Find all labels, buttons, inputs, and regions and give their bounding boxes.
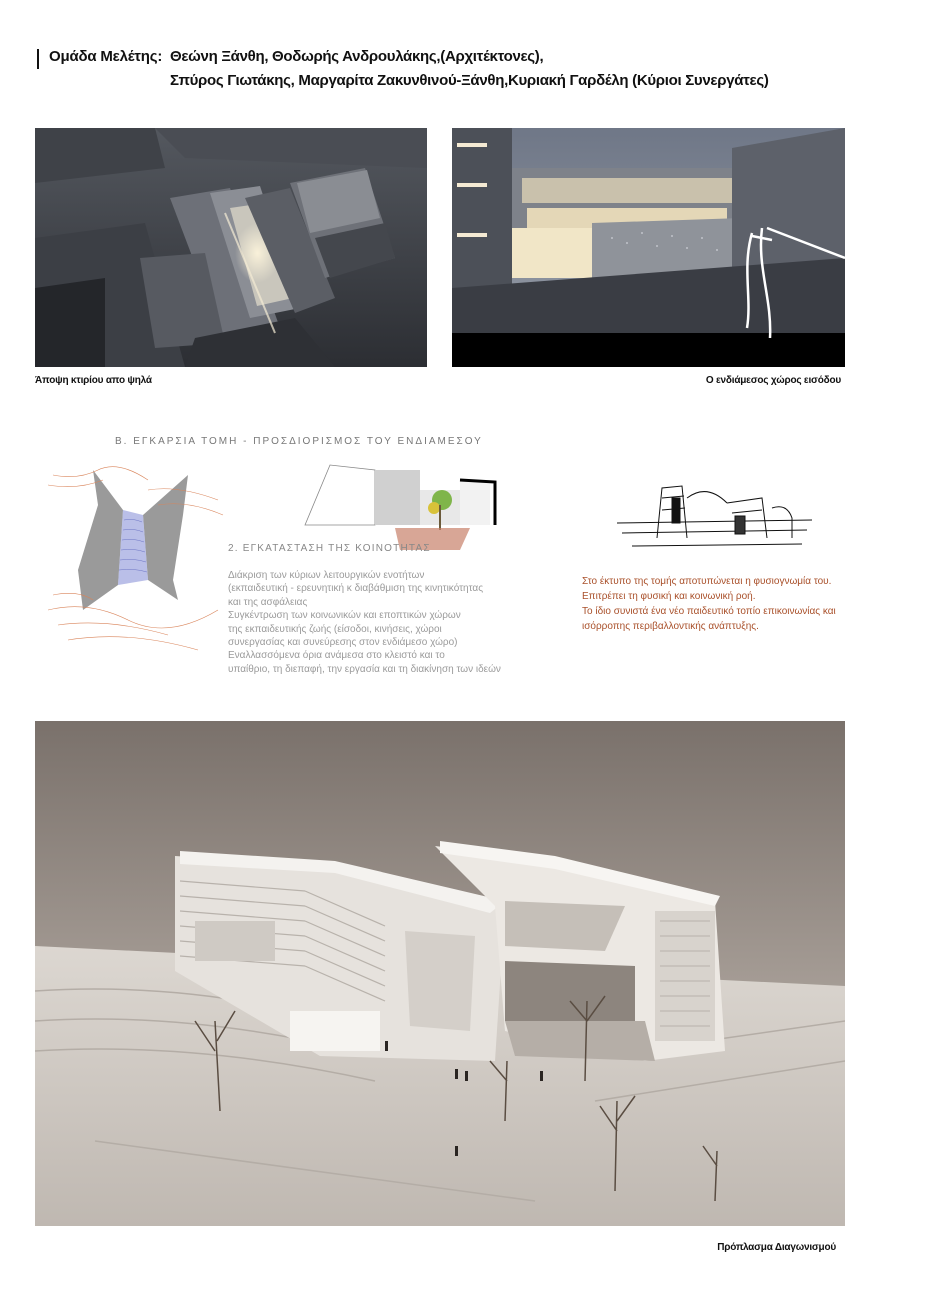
install-line: της εκπαιδευτικής ζωής (είσοδοι, κινήσεις, χώροι <box>228 623 442 635</box>
team-label: Ομάδα Μελέτης: <box>49 48 163 65</box>
install-line: συνεργασίας και συνεύρεσης στον ενδιάμεσο χώρο) <box>228 637 458 649</box>
caption-entrance-space: Ο ενδιάμεσος χώρος εισόδου <box>705 375 841 386</box>
install-line: και της ασφάλειας <box>228 596 308 608</box>
quote-line: ισόρροπης περιβαλλοντικής ανάπτυξης. <box>582 621 759 632</box>
section-diagram-sketch <box>48 460 228 660</box>
install-title: 2. ΕΓΚΑΤΑΣΤΑΣΗ ΤΗΣ ΚΟΙΝΟΤΗΤΑΣ <box>228 543 431 554</box>
install-line: υπαίθριο, τη διεπαφή, την εργασία και τη διακίνηση των ιδεών <box>228 663 501 675</box>
install-line: Διάκριση των κύριων λειτουργικών ενοτήτων <box>228 570 425 581</box>
section-title: Β. ΕΓΚΑΡΣΙΑ ΤΟΜΗ - ΠΡΟΣΔΙΟΡΙΣΜΟΣ ΤΟΥ ΕΝΔΙΑΜΕΣΟΥ <box>115 436 483 447</box>
team-architects: Θεώνη Ξάνθη, Θοδωρής Ανδρουλάκης,(Αρχιτέκτονες), <box>170 48 544 65</box>
section-quote <box>582 574 882 634</box>
caption-model: Πρόπλασμα Διαγωνισμού <box>717 1242 836 1253</box>
model-photo <box>35 721 845 1226</box>
render-aerial-view <box>35 128 427 367</box>
hand-section-sketch <box>612 478 817 558</box>
install-text <box>228 569 528 676</box>
header-accent-bar <box>37 49 39 69</box>
caption-aerial-view: Άποψη κτιρίου απο ψηλά <box>35 375 152 386</box>
install-line: (εκπαιδευτική - ερευνητική κ διαβάθμιση της κινητικότητας <box>228 583 484 595</box>
install-line: Εναλλασσόμενα όρια ανάμεσα στο κλειστό και το <box>228 650 445 662</box>
quote-line: Το ίδιο συνιστά ένα νέο παιδευτικό τοπίο επικοινωνίας και <box>582 606 836 617</box>
install-line: Συγκέντρωση των κοινωνικών και εποπτικών χώρων <box>228 610 461 622</box>
section-model-sketch <box>300 460 530 555</box>
quote-line: Επιτρέπει τη φυσική και κοινωνική ροή. <box>582 591 756 602</box>
team-collaborators: Σπύρος Γιωτάκης, Μαργαρίτα Ζακυνθινού-Ξάνθη,Κυριακή Γαρδέλη (Κύριοι Συνεργάτες) <box>170 72 769 89</box>
quote-line: Στο έκτυπο της τομής αποτυπώνεται η φυσιογνωμία του. <box>582 576 832 587</box>
render-entrance-space <box>452 128 845 367</box>
